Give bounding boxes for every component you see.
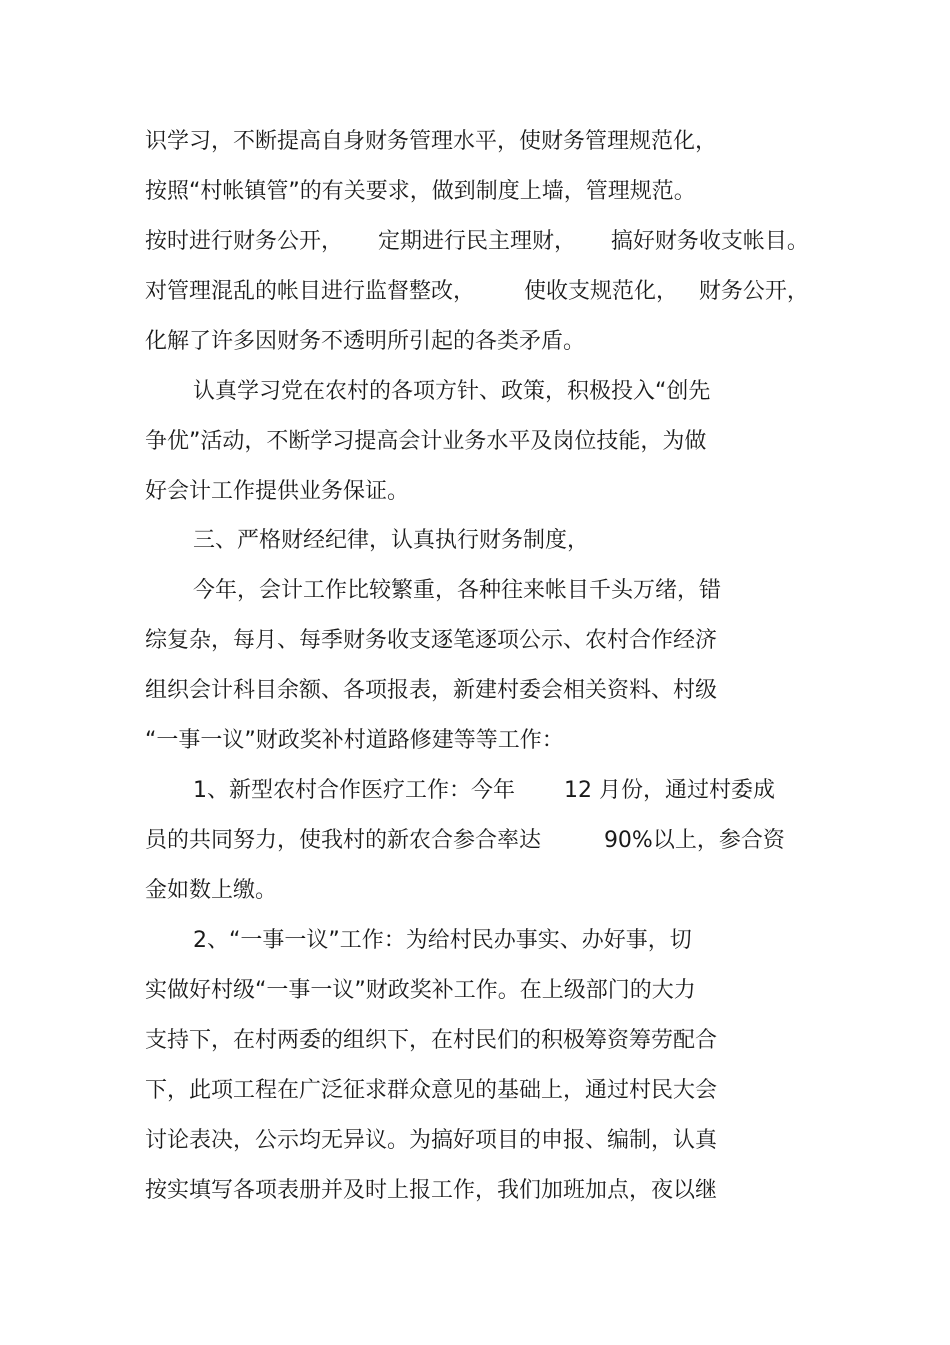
text-line: 支持下，在村两委的组织下，在村民们的积极筹资筹劳配合 [145, 1028, 718, 1053]
paragraph-first-line: 认真学习党在农村的各项方针、政策，积极投入“创先 [193, 379, 711, 404]
text-line: 化解了许多因财务不透明所引起的各类矛盾。 [145, 329, 586, 354]
text-line: 综复杂，每月、每季财务收支逐笔逐项公示、农村合作经济 [145, 628, 718, 653]
text-line: 金如数上缴。 [145, 878, 278, 903]
text-line: 员的共同努力，使我村的新农合参合率达 90%以上，参合资 [145, 828, 785, 853]
list-item-first-line: 2、“一事一议”工作：为给村民办事实、办好事，切 [193, 928, 692, 953]
paragraph-first-line: 今年，会计工作比较繁重，各种往来帐目千头万绪，错 [193, 578, 722, 603]
text-line: 好会计工作提供业务保证。 [145, 479, 410, 504]
text-line: 对管理混乱的帐目进行监督整改， 使收支规范化， 财务公开， [145, 279, 809, 304]
section-heading: 三、严格财经纪律，认真执行财务制度， [193, 528, 590, 553]
text-line: “一事一议”财政奖补村道路修建等等工作： [145, 728, 564, 753]
text-line: 识学习，不断提高自身财务管理水平，使财务管理规范化， [145, 129, 718, 154]
text-line: 实做好村级“一事一议”财政奖补工作。在上级部门的大力 [145, 978, 696, 1003]
text-line: 按时进行财务公开， 定期进行民主理财， 搞好财务收支帐目。 [145, 229, 809, 254]
text-line: 按照“村帐镇管”的有关要求，做到制度上墙，管理规范。 [145, 179, 696, 204]
text-line: 下，此项工程在广泛征求群众意见的基础上，通过村民大会 [145, 1078, 718, 1103]
text-line: 按实填写各项表册并及时上报工作，我们加班加点，夜以继 [145, 1178, 718, 1203]
text-line: 争优”活动，不断学习提高会计业务水平及岗位技能，为做 [145, 429, 707, 454]
text-line: 组织会计科目余额、各项报表，新建村委会相关资料、村级 [145, 678, 718, 703]
list-item-first-line: 1、新型农村合作医疗工作：今年 12 月份，通过村委成 [193, 778, 775, 803]
text-line: 讨论表决，公示均无异议。为搞好项目的申报、编制，认真 [145, 1128, 718, 1153]
